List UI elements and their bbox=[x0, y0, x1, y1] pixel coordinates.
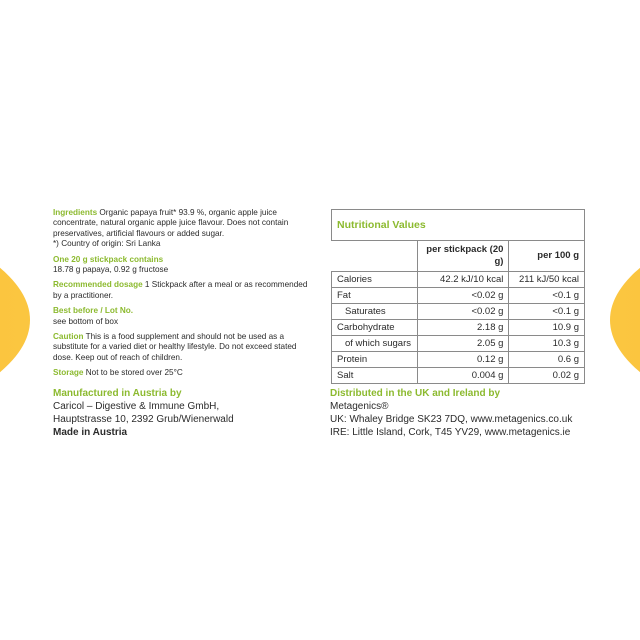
table-row bbox=[332, 288, 585, 304]
nutrition-title: Nutritional Values bbox=[332, 210, 585, 241]
nutrient-value-stickpack: 2.05 g bbox=[418, 336, 509, 352]
distributor-label: Distributed in the UK and Ireland by bbox=[330, 388, 501, 399]
dosage-block bbox=[53, 280, 311, 301]
nutrition-table bbox=[331, 209, 585, 384]
nutrient-name: of which sugars bbox=[332, 336, 418, 352]
caution-block bbox=[53, 332, 311, 363]
manufacturer-line2: Hauptstrasse 10, 2392 Grub/Wienerwald bbox=[53, 414, 234, 425]
distributor-uk: UK: Whaley Bridge SK23 7DQ, www.metagenics.co.uk bbox=[330, 414, 573, 425]
decorative-orange-arc-left bbox=[0, 170, 30, 470]
table-row bbox=[332, 368, 585, 384]
stickpack-label: One 20 g stickpack contains bbox=[53, 254, 164, 264]
distributor-ire: IRE: Little Island, Cork, T45 YV29, www.metagenics.ie bbox=[330, 427, 571, 438]
manufacturer-label: Manufactured in Austria by bbox=[53, 388, 182, 399]
nutrient-value-100g: 0.6 g bbox=[509, 352, 585, 368]
nutrient-name: Calories bbox=[332, 272, 418, 288]
ingredients-text: Organic papaya fruit* 93.9 %, organic apple juice concentrate, natural organic apple juice flavour. Does not contain preservatives, artificial flavours or added sugar. bbox=[53, 208, 289, 238]
nutrient-name: Saturates bbox=[332, 304, 418, 320]
table-row bbox=[332, 320, 585, 336]
nutrient-value-stickpack: 0.12 g bbox=[418, 352, 509, 368]
dosage-label: Recommended dosage bbox=[53, 280, 143, 290]
table-row bbox=[332, 304, 585, 320]
ingredients-label: Ingredients bbox=[53, 208, 98, 217]
nutrient-value-100g: 0.02 g bbox=[509, 368, 585, 384]
storage-text: Not to be stored over 25°C bbox=[85, 368, 183, 378]
ingredients-block bbox=[53, 208, 311, 239]
product-info-column bbox=[53, 208, 311, 379]
nutrition-header-per-100g: per 100 g bbox=[509, 241, 585, 272]
nutrient-value-stickpack: <0.02 g bbox=[418, 288, 509, 304]
table-row bbox=[332, 272, 585, 288]
nutrition-header-per-stickpack: per stickpack (20 g) bbox=[418, 241, 509, 272]
storage-block bbox=[53, 368, 311, 378]
nutrient-value-stickpack: 0.004 g bbox=[418, 368, 509, 384]
nutrient-value-stickpack: 42.2 kJ/10 kcal bbox=[418, 272, 509, 288]
best-before-label: Best before / Lot No. bbox=[53, 306, 134, 316]
nutrient-value-100g: <0.1 g bbox=[509, 304, 585, 320]
nutrition-header-blank bbox=[332, 241, 418, 272]
manufacturer-block bbox=[53, 387, 323, 439]
best-before-text: see bottom of box bbox=[53, 316, 119, 326]
nutrient-value-100g: 10.9 g bbox=[509, 320, 585, 336]
nutrient-name: Carbohydrate bbox=[332, 320, 418, 336]
origin-note: *) Country of origin: Sri Lanka bbox=[53, 239, 161, 249]
stickpack-text: 18.78 g papaya, 0.92 g fructose bbox=[53, 265, 169, 275]
nutrient-value-stickpack: 2.18 g bbox=[418, 320, 509, 336]
nutrient-value-100g: <0.1 g bbox=[509, 288, 585, 304]
table-row bbox=[332, 336, 585, 352]
caution-label: Caution bbox=[53, 332, 84, 342]
caution-text: This is a food supplement and should not be used as a substitute for a varied diet or healthy lifestyle. Do not exceed stated dose. Keep out of reach of children. bbox=[53, 332, 297, 362]
dosage-text: 1 Stickpack after a meal or as recommended by a practitioner. bbox=[53, 280, 308, 300]
manufacturer-line1: Caricol – Digestive & Immune GmbH, bbox=[53, 401, 220, 412]
nutrient-name: Protein bbox=[332, 352, 418, 368]
nutrient-name: Salt bbox=[332, 368, 418, 384]
nutrient-value-100g: 211 kJ/50 kcal bbox=[509, 272, 585, 288]
nutrient-value-stickpack: <0.02 g bbox=[418, 304, 509, 320]
made-in-label: Made in Austria bbox=[53, 427, 128, 438]
nutrient-value-100g: 10.3 g bbox=[509, 336, 585, 352]
table-row bbox=[332, 352, 585, 368]
storage-label: Storage bbox=[53, 368, 84, 378]
distributor-block bbox=[330, 387, 630, 439]
nutrient-name: Fat bbox=[332, 288, 418, 304]
distributor-name: Metagenics® bbox=[330, 401, 389, 412]
